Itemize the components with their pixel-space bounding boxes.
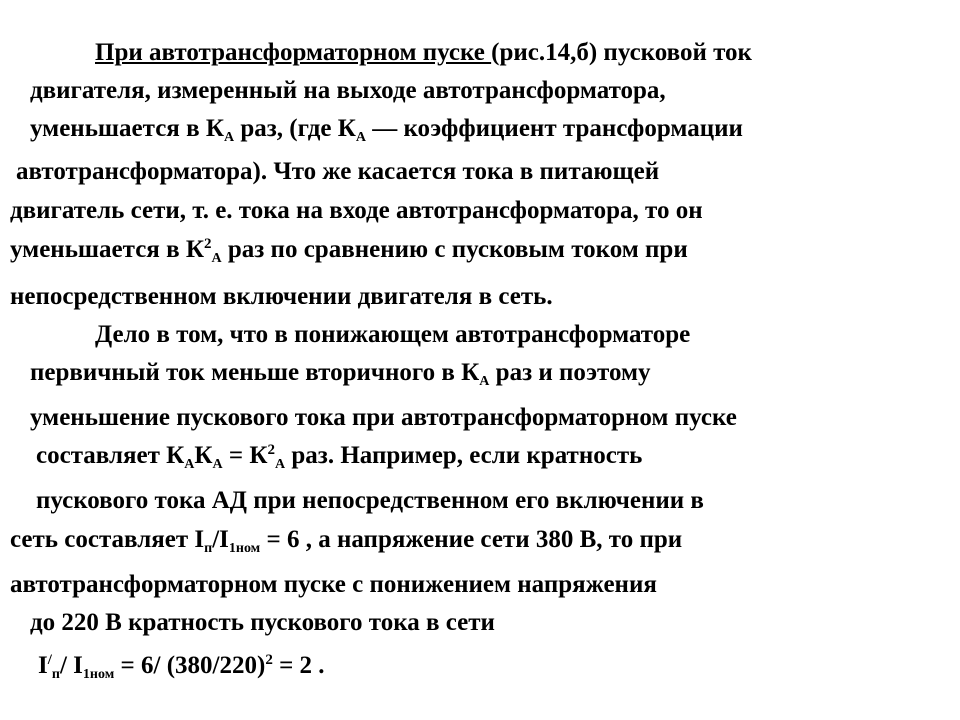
para2-line8: до 220 В кратность пускового тока в сети [30,609,495,636]
para1-line3: уменьшается в $К_А$ раз, (где $К_А$ — коэффициент трансформации [30,115,743,145]
para2-line7: автотрансформаторном пуске с понижением напряжения [10,571,657,598]
para2-line2: первичный ток меньше вторичного в $К_А$ раз и поэтому [30,359,651,389]
para2-line5: пускового тока АД при непосредственном его включении в [36,487,704,514]
para2-line4: составляет $К_АК_А = К^2_А$ раз. Например, если кратность [36,442,643,472]
para1-line6: уменьшается в $К^2_А$ раз по сравнению с пусковым током при [10,236,688,266]
para2-line9-formula: $I^/_п/$ $I_{1ном} = 6/$ $(380/220)^2 = 2$ . [38,652,325,682]
para1-line7: непосредственном включении двигателя в сеть. [10,283,553,310]
para1-line5: двигатель сети, т. е. тока на входе автотрансформатора, то он [10,197,703,224]
para1-line2: двигателя, измеренный на выходе автотрансформатора, [30,77,666,104]
para1-line4: автотрансформатора). Что же касается тока в питающей [16,158,660,185]
para2-line6: сеть составляет $I_п/I_{1ном} = 6$ , а напряжение сети 380 В, то при [10,526,683,556]
para2-line3: уменьшение пускового тока при автотрансформаторном пуске [30,404,737,431]
underlined-phrase: При автотрансформаторном пуске [95,39,492,66]
para1-line1: При автотрансформаторном пуске (рис.14,б) пусковой ток [95,39,752,66]
para2-line1: Дело в том, что в понижающем автотрансформаторе [95,321,691,348]
